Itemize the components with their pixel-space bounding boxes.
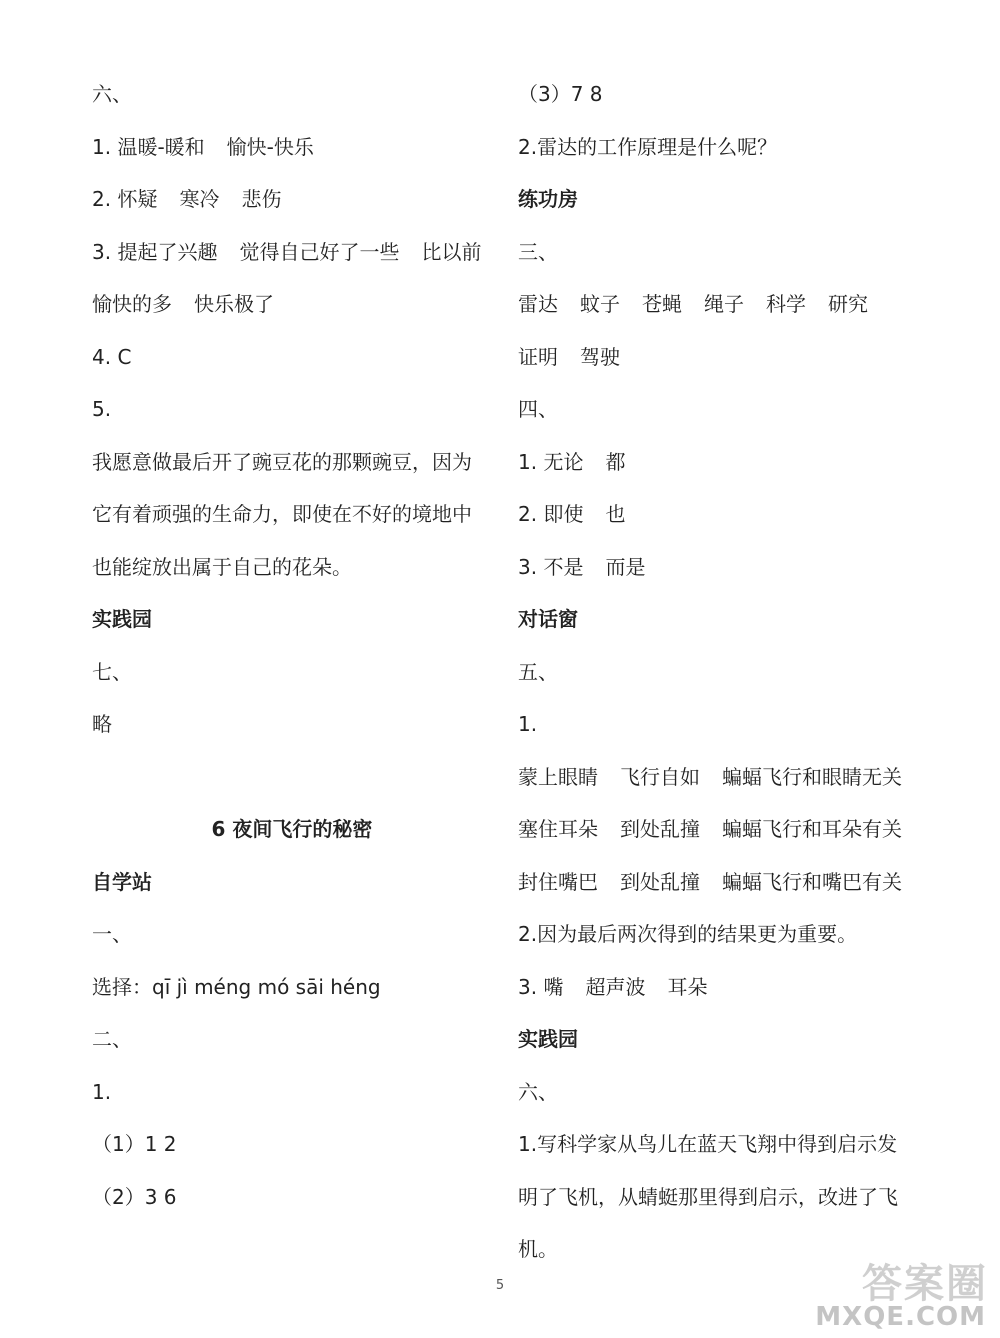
lesson-title: 6 夜间飞行的秘密 (211, 817, 373, 841)
answer-line: 略 (92, 712, 112, 736)
answer-line: 4. C (92, 344, 132, 369)
answer-line: 1. 温暖-暖和 愉快-快乐 (92, 134, 314, 159)
section-heading: 一、 (92, 922, 132, 946)
answer-line: 蒙上眼睛 飞行自如 蝙蝠飞行和眼睛无关 (518, 764, 902, 789)
answer-line: 2. 即使 也 (518, 502, 626, 526)
section-heading: 七、 (92, 659, 132, 684)
answer-line: 愉快的多 快乐极了 (92, 292, 274, 316)
answer-paragraph-line: 机。 (518, 1237, 558, 1261)
answer-paragraph-line: 1.写科学家从鸟儿在蓝天飞翔中得到启示发 (518, 1132, 898, 1156)
answer-paragraph-line: 也能绽放出属于自己的花朵。 (92, 554, 352, 579)
blank-line (92, 755, 492, 808)
answer-line: （3）7 8 (518, 82, 603, 106)
section-title: 实践园 (518, 1027, 578, 1051)
right-column (518, 72, 918, 1280)
section-heading: 六、 (92, 82, 132, 106)
answer-line: 封住嘴巴 到处乱撞 蝙蝠飞行和嘴巴有关 (518, 869, 902, 894)
watermark-logo (815, 1252, 992, 1332)
answer-line: 1. 无论 都 (518, 449, 626, 474)
answer-line: 1. (518, 712, 538, 736)
answer-line: 雷达 蚊子 苍蝇 绳子 科学 研究 (518, 292, 868, 316)
watermark-url: MXQE.COM (815, 1302, 986, 1332)
section-heading: 四、 (518, 397, 558, 421)
answer-line: 1. (92, 1079, 112, 1104)
answer-line: （1）1 2 (92, 1132, 177, 1156)
answer-line: 3. 不是 而是 (518, 554, 646, 579)
section-heading: 三、 (518, 239, 558, 264)
left-column (92, 72, 492, 1227)
answer-line: 证明 驾驶 (518, 344, 620, 369)
section-title: 实践园 (92, 607, 152, 631)
section-heading: 六、 (518, 1079, 558, 1104)
answer-paragraph-line: 它有着顽强的生命力，即使在不好的境地中 (92, 502, 472, 526)
section-heading: 二、 (92, 1027, 132, 1051)
watermark-logo-text: 答案圈 (862, 1261, 988, 1307)
answer-line: 3. 提起了兴趣 觉得自己好了一些 比以前 (92, 239, 482, 264)
answer-paragraph-line: 我愿意做最后开了豌豆花的那颗豌豆，因为 (92, 449, 472, 474)
answer-line: 5. (92, 397, 112, 421)
section-title: 练功房 (518, 187, 578, 211)
answer-line: 2.雷达的工作原理是什么呢？ (518, 134, 778, 159)
answer-paragraph-line: 明了飞机，从蜻蜓那里得到启示，改进了飞 (518, 1184, 898, 1209)
page-number: 5 (495, 1278, 505, 1293)
section-title: 自学站 (92, 869, 152, 894)
section-heading: 五、 (518, 659, 558, 684)
answer-line: 2.因为最后两次得到的结果更为重要。 (518, 922, 858, 946)
answer-line: （2）3 6 (92, 1184, 177, 1209)
answer-line: 选择：qī jì méng mó sāi héng (92, 974, 381, 999)
answer-line: 塞住耳朵 到处乱撞 蝙蝠飞行和耳朵有关 (518, 817, 902, 841)
section-title: 对话窗 (518, 607, 578, 631)
answer-line: 2. 怀疑 寒冷 悲伤 (92, 187, 282, 211)
answer-line: 3. 嘴 超声波 耳朵 (518, 974, 708, 999)
